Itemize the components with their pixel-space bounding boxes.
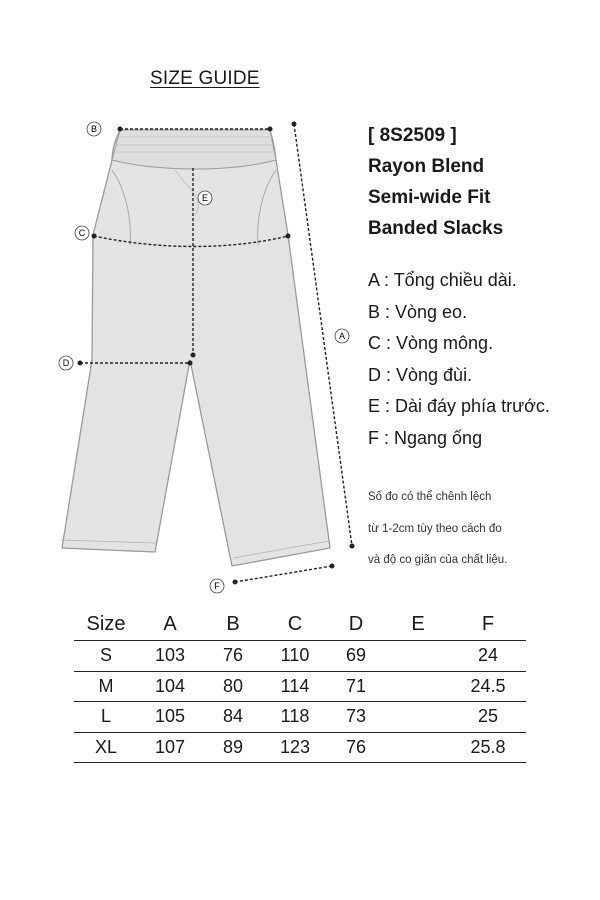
size-table bbox=[74, 608, 526, 763]
cell-size: M bbox=[74, 671, 138, 702]
legend-item-d: D : Vòng đùi. bbox=[368, 364, 473, 385]
cell-c: 123 bbox=[264, 732, 326, 763]
cell-d: 76 bbox=[326, 732, 386, 763]
cell-a: 104 bbox=[138, 671, 202, 702]
cell-e bbox=[386, 641, 450, 672]
marker-e-label: E bbox=[201, 193, 209, 203]
measurement-legend bbox=[368, 265, 550, 454]
table-header-row bbox=[74, 608, 526, 641]
cell-f: 24 bbox=[450, 641, 526, 672]
note-line: Số đo có thể chênh lệch bbox=[368, 491, 492, 503]
cell-d: 71 bbox=[326, 671, 386, 702]
cell-c: 118 bbox=[264, 702, 326, 733]
product-line: Banded Slacks bbox=[368, 218, 504, 239]
pants-silhouette bbox=[62, 130, 330, 566]
measure-f-line bbox=[235, 566, 332, 582]
cell-size: S bbox=[74, 641, 138, 672]
marker-b-label: B bbox=[90, 124, 98, 134]
cell-b: 84 bbox=[202, 702, 264, 733]
marker-c-label: C bbox=[78, 228, 86, 238]
product-line: Semi-wide Fit bbox=[368, 187, 491, 208]
column-header-f: F bbox=[450, 608, 526, 641]
waistband bbox=[112, 130, 276, 169]
product-code: [ 8S2509 ] bbox=[368, 125, 457, 146]
product-name bbox=[368, 120, 503, 244]
marker-f-label: F bbox=[214, 581, 220, 591]
legend-item-b: B : Vòng eo. bbox=[368, 301, 468, 322]
cell-e bbox=[386, 671, 450, 702]
table-row bbox=[74, 732, 526, 763]
marker-a-label: A bbox=[338, 331, 346, 341]
table-row bbox=[74, 702, 526, 733]
note-line: và độ co giãn của chất liệu. bbox=[368, 554, 508, 566]
cell-e bbox=[386, 702, 450, 733]
cell-a: 107 bbox=[138, 732, 202, 763]
product-line: Rayon Blend bbox=[368, 156, 485, 177]
marker-d-label: D bbox=[62, 358, 70, 368]
column-header-c: C bbox=[264, 608, 326, 641]
cell-size: L bbox=[74, 702, 138, 733]
table-row bbox=[74, 671, 526, 702]
legend-item-a: A : Tổng chiều dài. bbox=[368, 270, 517, 290]
table-row bbox=[74, 641, 526, 672]
cell-d: 73 bbox=[326, 702, 386, 733]
cell-f: 25 bbox=[450, 702, 526, 733]
cell-size: XL bbox=[74, 732, 138, 763]
measurement-note bbox=[368, 482, 507, 577]
column-header-e: E bbox=[386, 608, 450, 641]
legend-item-c: C : Vòng mông. bbox=[368, 333, 494, 353]
note-line: từ 1-2cm tùy theo cách đo bbox=[368, 522, 502, 535]
column-header-a: A bbox=[138, 608, 202, 641]
cell-b: 89 bbox=[202, 732, 264, 763]
cell-f: 24.5 bbox=[450, 671, 526, 702]
cell-a: 103 bbox=[138, 641, 202, 672]
cell-a: 105 bbox=[138, 702, 202, 733]
cell-e bbox=[386, 732, 450, 763]
cell-f: 25.8 bbox=[450, 732, 526, 763]
cell-d: 69 bbox=[326, 641, 386, 672]
legend-item-f: F : Ngang ống bbox=[368, 427, 483, 448]
column-header-b: B bbox=[202, 608, 264, 641]
cell-c: 110 bbox=[264, 641, 326, 672]
legend-item-e: E : Dài đáy phía trước. bbox=[368, 396, 550, 416]
cell-c: 114 bbox=[264, 671, 326, 702]
page-title: SIZE GUIDE bbox=[150, 68, 260, 89]
cell-b: 76 bbox=[202, 641, 264, 672]
column-header-size: Size bbox=[74, 608, 138, 641]
cell-b: 80 bbox=[202, 671, 264, 702]
column-header-d: D bbox=[326, 608, 386, 641]
